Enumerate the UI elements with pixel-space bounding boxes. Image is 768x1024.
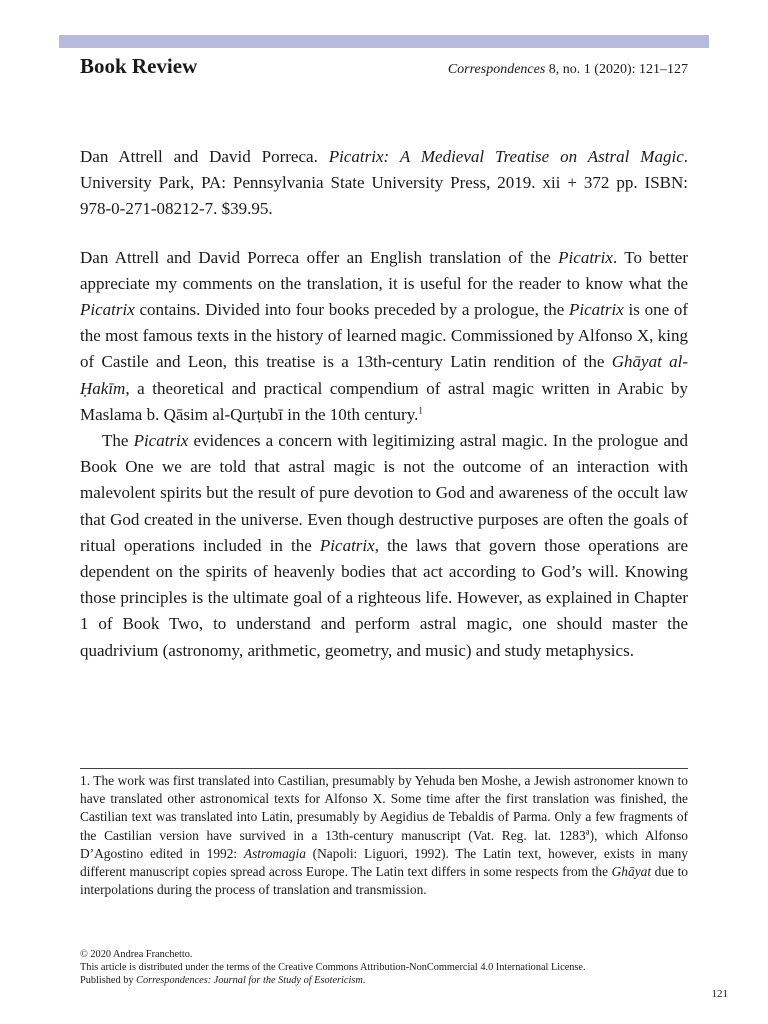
italic-title: Ghāyat al-Ḥakīm (80, 352, 688, 398)
section-title: Book Review (80, 54, 198, 78)
page-number: 121 (711, 988, 728, 1000)
citation-authors: Dan Attrell and David Porreca. (80, 147, 329, 166)
footnote-1 (80, 772, 688, 899)
publisher-line (80, 974, 700, 987)
italic-title: Picatrix (569, 300, 624, 320)
license-terms: This article is distributed under the terms of the Creative Commons Attribution-NonCommercial 4.0 International License. (80, 962, 586, 974)
journal-issue: 8, no. 1 (2020): 121–127 (545, 62, 688, 77)
text: The (102, 431, 134, 451)
text: . To better appreciate my comments on the translation, it is useful for the reader to know what the (80, 247, 689, 293)
superscript: a (585, 826, 590, 837)
text: . (362, 975, 366, 987)
italic-title: Ghāyat (611, 864, 652, 880)
license-notice (80, 948, 700, 988)
book-citation (80, 144, 688, 223)
publisher-name: Correspondences: Journal for the Study of Esotericism (136, 975, 363, 987)
citation-book-title: Picatrix: A Medieval Treatise on Astral Magic (328, 147, 684, 166)
header-color-bar (59, 35, 709, 48)
italic-title: Picatrix (133, 431, 189, 451)
citation-details: . University Park, PA: Pennsylvania State University Press, 2019. xii + 372 pp. ISBN: 978-0-271-08212-7. $39.95. (80, 147, 688, 219)
text: evidences a concern with legitimizing astral magic. In the prologue and Book One we are told that astral magic is not the outcome of an interaction with malevolent spirits but the result of pure devotion to God and awareness of the occult law that God created in the universe. Even though destructive purposes are often the goals of ritual operations included in the (80, 431, 688, 555)
journal-name: Correspondences (447, 62, 546, 77)
paragraph-1 (80, 245, 688, 428)
text: Published by (80, 975, 137, 987)
article-body (80, 144, 688, 664)
text: contains. Divided into four books preceded by a prologue, the (134, 300, 570, 320)
text: ), which Alfonso D’Agostino edited in 1992: (80, 827, 688, 861)
italic-title: Picatrix (319, 535, 375, 555)
paragraph-2 (80, 428, 688, 664)
text: , a theoretical and practical compendium of astral magic written in Arabic by Maslama b. Qāsim al-Qurṭubī in the 10th century. (80, 378, 688, 424)
text: (Napoli: Liguori, 1992). The Latin text, however, exists in many different manuscript copies spread across Europe. The Latin text differs in some respects from the (80, 845, 688, 880)
text: is one of the most famous texts in the history of learned magic. Commissioned by Alfonso X, king of Castile and Leon, this treatise is a 13th-century Latin rendition of the (80, 300, 688, 372)
text: Dan Attrell and David Porreca offer an English translation of the (80, 247, 559, 267)
journal-reference (448, 62, 688, 78)
text: due to interpolations during the process of translation and transmission. (80, 864, 688, 898)
italic-title: Picatrix (558, 247, 613, 267)
footnote-divider (80, 768, 688, 769)
text: , the laws that govern those operations are dependent on the spirits of heavenly bodies that act according to God’s will. Knowing those principles is the ultimate goal of a righteous life. However, as explained in Chapter 1 of Book Two, to understand and perform astral magic, one should master the quadrivium (astronomy, arithmetic, geometry, and music) and study metaphysics. (80, 535, 688, 660)
italic-title: Astromagia (243, 845, 306, 861)
italic-title: Picatrix (80, 300, 135, 320)
text: 1. The work was first translated into Castilian, presumably by Yehuda ben Moshe, a Jewish astronomer known to have translated other astronomical texts for Alfonso X. Some time after the first translation was finished, the Castilian text was translated into Latin, presumably by Aegidius de Tebaldis of Parma. Only a few fragments of the Castilian version have survived in a 13th-century manuscript (Vat. Reg. lat. 1283 (80, 773, 688, 843)
copyright-line: © 2020 Andrea Franchetto. (80, 949, 193, 960)
footnote-reference[interactable]: 1 (418, 405, 423, 416)
